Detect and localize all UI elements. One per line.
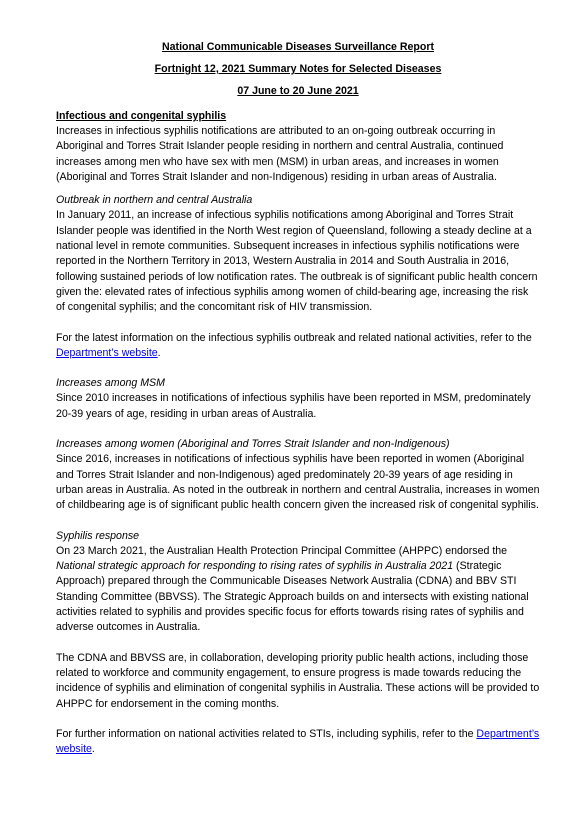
women-heading: Increases among women (Aboriginal and Torres Strait Islander and non-Indigenous) <box>56 438 450 451</box>
outbreak-link-paragraph: For the latest information on the infectious syphilis outbreak and related national activities, refer to the Department’s website. <box>56 331 532 359</box>
report-date-range: 07 June to 20 June 2021 <box>237 85 359 97</box>
women-body: Since 2016, increases in notifications of infectious syphilis have been reported in women (Aboriginal and Torres Strait Islander and non-Indigenous) aged predominately 20-39 years of age residing in urban areas in Australia. As noted in the outbreak in northern and central Australia, increases in women of childbearing age is of significant public health concern given the increased risk of congenital syphilis. <box>56 453 540 512</box>
department-website-link[interactable]: Department’s website <box>56 346 158 359</box>
section-title: Infectious and congenital syphilis <box>56 110 227 122</box>
section-intro: Increases in infectious syphilis notifications are attributed to an on-going outbreak occurring in Aboriginal and Torres Strait Islander people residing in northern and central Australia, continued increases among men who have sex with men (MSM) in urban areas, and increases in women (Aboriginal and Torres Strait Islander and non-Indigenous) residing in urban areas of Australia. <box>56 125 504 183</box>
response-heading: Syphilis response <box>56 529 140 542</box>
outbreak-body: In January 2011, an increase of infectious syphilis notifications among Aboriginal and Torres Strait Islander people was identified in the North West region of Queensland, following a steady decline at a national level in remote communities. Subsequent increases in infectious syphilis notifications were reported in the Northern Territory in 2013, Western Australia in 2014 and South Australia in 2016, following sustained periods of low notification rates. The outbreak is of significant public health concern given the: elevated rates of infectious syphilis among women of child-bearing age, increasing the risk of congenital syphilis; and the concomitant risk of HIV transmission. <box>56 209 538 314</box>
strategic-approach-title: National strategic approach for responding to rising rates of syphilis in Australia 2021 <box>56 560 454 573</box>
department-website-link-2[interactable]: Department’s website <box>56 727 540 756</box>
response-link-paragraph: For further information on national activities related to STIs, including syphilis, refer to the Department’s website. <box>56 727 540 756</box>
report-subtitle: Fortnight 12, 2021 Summary Notes for Selected Diseases <box>154 63 442 75</box>
outbreak-heading: Outbreak in northern and central Australia <box>56 194 253 207</box>
response-paragraph-2: The CDNA and BBVSS are, in collaboration, developing priority public health actions, including those related to workforce and community engagement, to ensure progress is made towards reducing the incidence of syphilis and elimination of congenital syphilis in Australia. These actions will be provided to AHPPC for endorsement in the coming months. <box>56 651 540 710</box>
report-title: National Communicable Diseases Surveillance Report <box>162 41 434 53</box>
msm-heading: Increases among MSM <box>56 377 165 390</box>
response-body: On 23 March 2021, the Australian Health Protection Principal Committee (AHPPC) endorsed the National strategic approach for responding to rising rates of syphilis in Australia 2021 (Strategic Approach) prepared through the Communicable Diseases Network Australia (CDNA) and BBV STI Standing Committee (BBVSS). The Strategic Approach builds on and intersects with existing national activities related to syphilis and provides specific focus for efforts towards rising rates of syphilis and adverse outcomes in Australia. <box>56 544 529 634</box>
msm-body: Since 2010 increases in notifications of infectious syphilis have been reported in MSM, predominately 20-39 years of age, residing in urban areas of Australia. <box>56 392 531 420</box>
